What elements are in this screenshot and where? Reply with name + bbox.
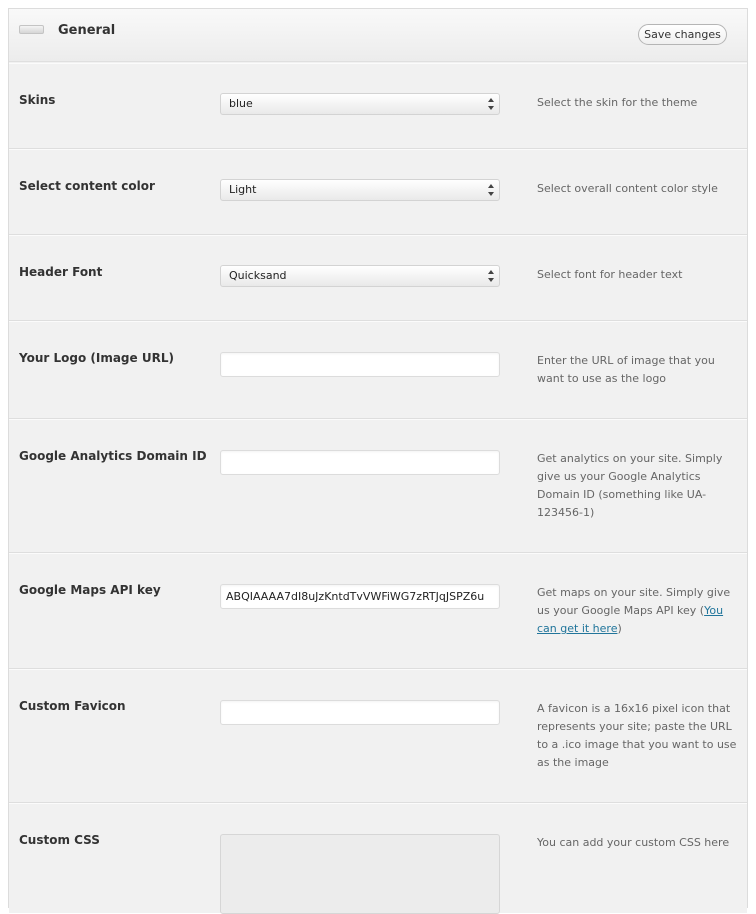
setting-label: Custom Favicon bbox=[19, 699, 126, 713]
select-arrows-icon bbox=[488, 270, 494, 282]
setting-row-favicon bbox=[9, 669, 747, 803]
settings-panel bbox=[8, 8, 748, 908]
save-changes-button[interactable]: Save changes bbox=[638, 24, 727, 45]
setting-row-custom-css bbox=[9, 803, 747, 913]
select-value: Light bbox=[229, 183, 257, 196]
setting-label: Select content color bbox=[19, 179, 155, 193]
desc-text: ) bbox=[617, 622, 622, 635]
setting-description: Select font for header text bbox=[537, 268, 683, 281]
desc-text: Get maps on your site. Simply give us your Google Maps API key ( bbox=[537, 586, 731, 617]
select-value: blue bbox=[229, 97, 253, 110]
select-arrows-icon bbox=[488, 184, 494, 196]
setting-description bbox=[537, 584, 742, 638]
setting-row-header-font bbox=[9, 235, 747, 321]
maps-api-key-input[interactable]: ABQIAAAA7dI8uJzKntdTvVWFiWG7zRTJqJSPZ6u bbox=[220, 584, 500, 609]
panel-header bbox=[9, 9, 747, 62]
setting-description: Select the skin for the theme bbox=[537, 96, 698, 109]
setting-label: Custom CSS bbox=[19, 833, 100, 847]
select-value: Quicksand bbox=[229, 269, 287, 282]
skins-select[interactable] bbox=[220, 93, 500, 115]
drag-handle-icon[interactable] bbox=[19, 25, 44, 34]
setting-description: You can add your custom CSS here bbox=[537, 836, 730, 849]
content-color-select[interactable] bbox=[220, 179, 500, 201]
setting-label: Skins bbox=[19, 93, 56, 107]
setting-row-analytics bbox=[9, 419, 747, 553]
panel-title: General bbox=[58, 23, 116, 38]
header-font-select[interactable] bbox=[220, 265, 500, 287]
logo-url-input[interactable] bbox=[220, 352, 500, 377]
setting-row-content-color bbox=[9, 149, 747, 235]
setting-label: Your Logo (Image URL) bbox=[19, 351, 174, 365]
setting-description: Select overall content color style bbox=[537, 182, 718, 195]
get-api-key-link[interactable]: You can get it here bbox=[537, 604, 724, 635]
favicon-url-input[interactable] bbox=[220, 700, 500, 725]
setting-row-logo bbox=[9, 321, 747, 419]
setting-label: Google Analytics Domain ID bbox=[19, 449, 207, 463]
select-arrows-icon bbox=[488, 98, 494, 110]
setting-description: Enter the URL of image that you want to use as the logo bbox=[537, 354, 715, 385]
setting-label: Google Maps API key bbox=[19, 583, 161, 597]
setting-row-skins bbox=[9, 63, 747, 149]
setting-label: Header Font bbox=[19, 265, 103, 279]
setting-description: A favicon is a 16x16 pixel icon that represents your site; paste the URL to a .ico image that you want to use as the image bbox=[537, 702, 737, 769]
analytics-id-input[interactable] bbox=[220, 450, 500, 475]
setting-description: Get analytics on your site. Simply give us your Google Analytics Domain ID (something like UA-123456-1) bbox=[537, 452, 723, 519]
setting-row-maps-key bbox=[9, 553, 747, 669]
custom-css-textarea[interactable] bbox=[220, 834, 500, 914]
